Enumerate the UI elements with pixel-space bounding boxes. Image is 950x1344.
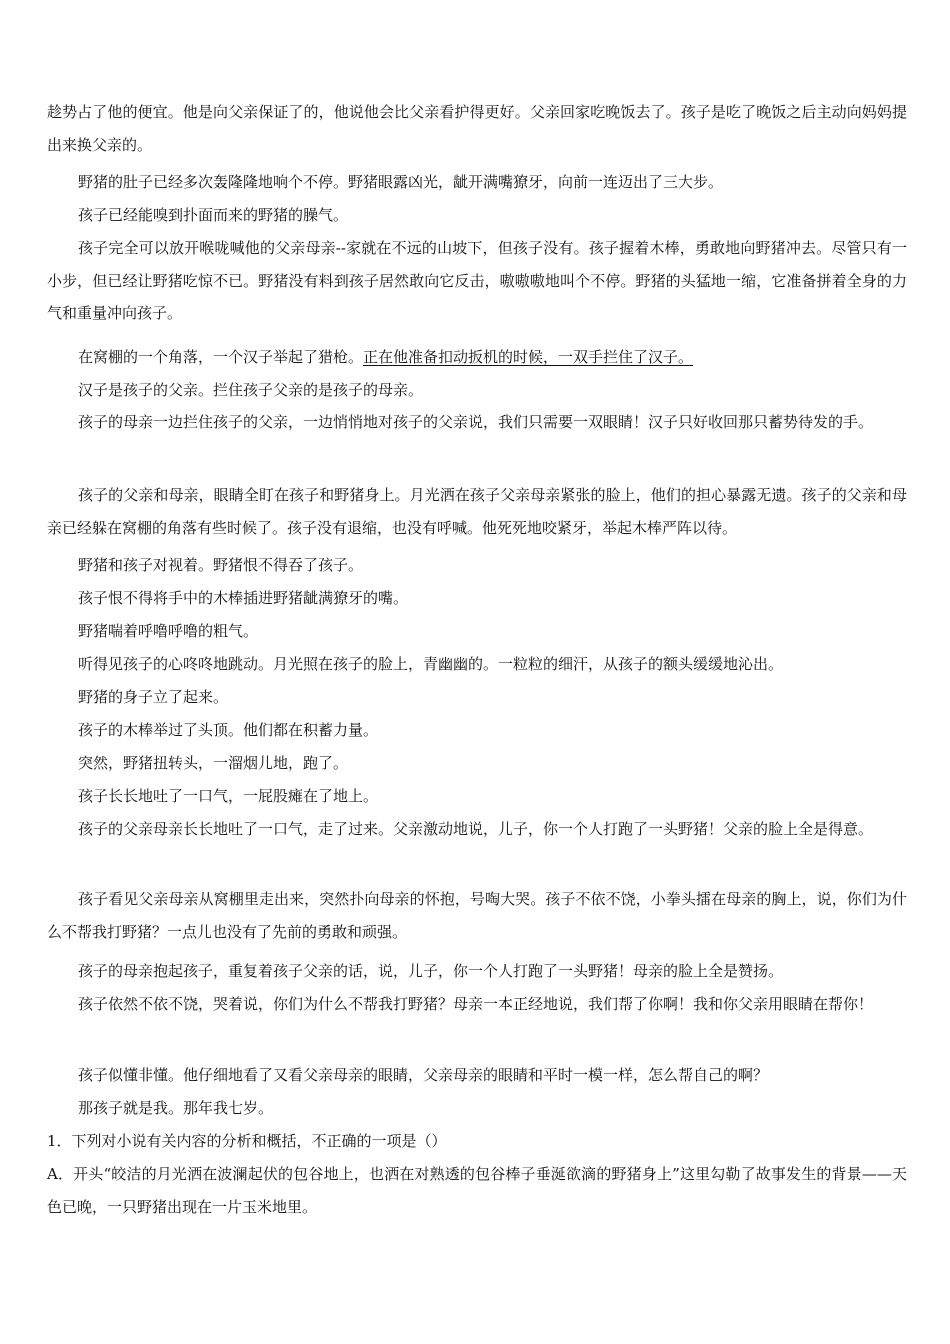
question-stem: 1．下列对小说有关内容的分析和概括，不正确的一项是（） (47, 1132, 447, 1150)
paragraph-5-text: 在窝棚的一个角落，一个汉子举起了猎枪。 (78, 348, 364, 366)
question-option-a: A．开头“皎洁的月光洒在波澜起伏的包谷地上，也洒在对熟透的包谷棒子垂涎欲滴的野猪身上”这里勾勒了故事发生的背景——天色已晚，一只野猪出现在一片玉米地里。 (47, 1165, 907, 1216)
paragraph-3: 孩子已经能嗅到扑面而来的野猪的臊气。 (78, 206, 349, 224)
paragraph-16: 孩子长长地吐了一口气，一屁股瘫在了地上。 (78, 787, 379, 805)
paragraph-22: 那孩子就是我。那年我七岁。 (78, 1099, 274, 1117)
paragraph-20: 孩子依然不依不饶，哭着说，你们为什么不帮我打野猪？母亲一本正经地说，我们帮了你啊！我和你父亲用眼睛在帮你！ (78, 995, 874, 1013)
paragraph-19: 孩子的母亲抱起孩子，重复着孩子父亲的话，说，儿子，你一个人打跑了一头野猪！母亲的脸上全是赞扬。 (78, 962, 784, 980)
paragraph-4: 孩子完全可以放开喉咙喊他的父亲母亲--家就在不远的山坡下，但孩子没有。孩子握着木棒，勇敢地向野猪冲去。尽管只有一小步，但已经让野猪吃惊不已。野猪没有料到孩子居然敢向它反击，嗷嗷嗷地叫个不停。野猪的头猛地一缩，它准备拼着全身的力气和重量冲向孩子。 (47, 239, 907, 322)
paragraph-13: 野猪的身子立了起来。 (78, 688, 229, 706)
paragraph-7: 孩子的母亲一边拦住孩子的父亲，一边悄悄地对孩子的父亲说，我们只需要一双眼睛！汉子只好收回那只蓄势待发的手。 (78, 413, 874, 431)
paragraph-9: 野猪和孩子对视着。野猪恨不得吞了孩子。 (78, 556, 364, 574)
paragraph-17: 孩子的父亲母亲长长地吐了一口气，走了过来。父亲激动地说，儿子，你一个人打跑了一头野猪！父亲的脸上全是得意。 (78, 820, 874, 838)
paragraph-15: 突然，野猪扭转头，一溜烟儿地，跑了。 (78, 754, 349, 772)
paragraph-14: 孩子的木棒举过了头顶。他们都在积蓄力量。 (78, 721, 379, 739)
paragraph-21: 孩子似懂非懂。他仔细地看了又看父亲母亲的眼睛，父亲母亲的眼睛和平时一模一样，怎么帮自己的啊？ (78, 1066, 769, 1084)
paragraph-11: 野猪喘着呼噜呼噜的粗气。 (78, 622, 259, 640)
paragraph-6: 汉子是孩子的父亲。拦住孩子父亲的是孩子的母亲。 (78, 381, 424, 399)
paragraph-10: 孩子恨不得将手中的木棒插进野猪龇满獠牙的嘴。 (78, 589, 409, 607)
underlined-sentence: 正在他准备扣动扳机的时候，一双手拦住了汉子。 (363, 348, 694, 366)
paragraph-12: 听得见孩子的心咚咚地跳动。月光照在孩子的脸上，青幽幽的。一粒粒的细汗，从孩子的额头缓缓地沁出。 (78, 655, 784, 673)
paragraph-5 (47, 341, 907, 374)
paragraph-8: 孩子的父亲和母亲，眼睛全盯在孩子和野猪身上。月光洒在孩子父亲母亲紧张的脸上，他们的担心暴露无遗。孩子的父亲和母亲已经躲在窝棚的角落有些时候了。孩子没有退缩，也没有呼喊。他死死地咬紧牙，举起木棒严阵以待。 (47, 486, 907, 537)
paragraph-1: 趁势占了他的便宜。他是向父亲保证了的，他说他会比父亲看护得更好。父亲回家吃晚饭去了。孩子是吃了晚饭之后主动向妈妈提出来换父亲的。 (47, 103, 907, 154)
paragraph-18: 孩子看见父亲母亲从窝棚里走出来，突然扑向母亲的怀抱，号啕大哭。孩子不依不饶，小拳头擂在母亲的胸上，说，你们为什么不帮我打野猪？一点儿也没有了先前的勇敢和顽强。 (47, 890, 907, 941)
paragraph-2: 野猪的肚子已经多次轰隆隆地响个不停。野猪眼露凶光，龇开满嘴獠牙，向前一连迈出了三大步。 (78, 173, 724, 191)
